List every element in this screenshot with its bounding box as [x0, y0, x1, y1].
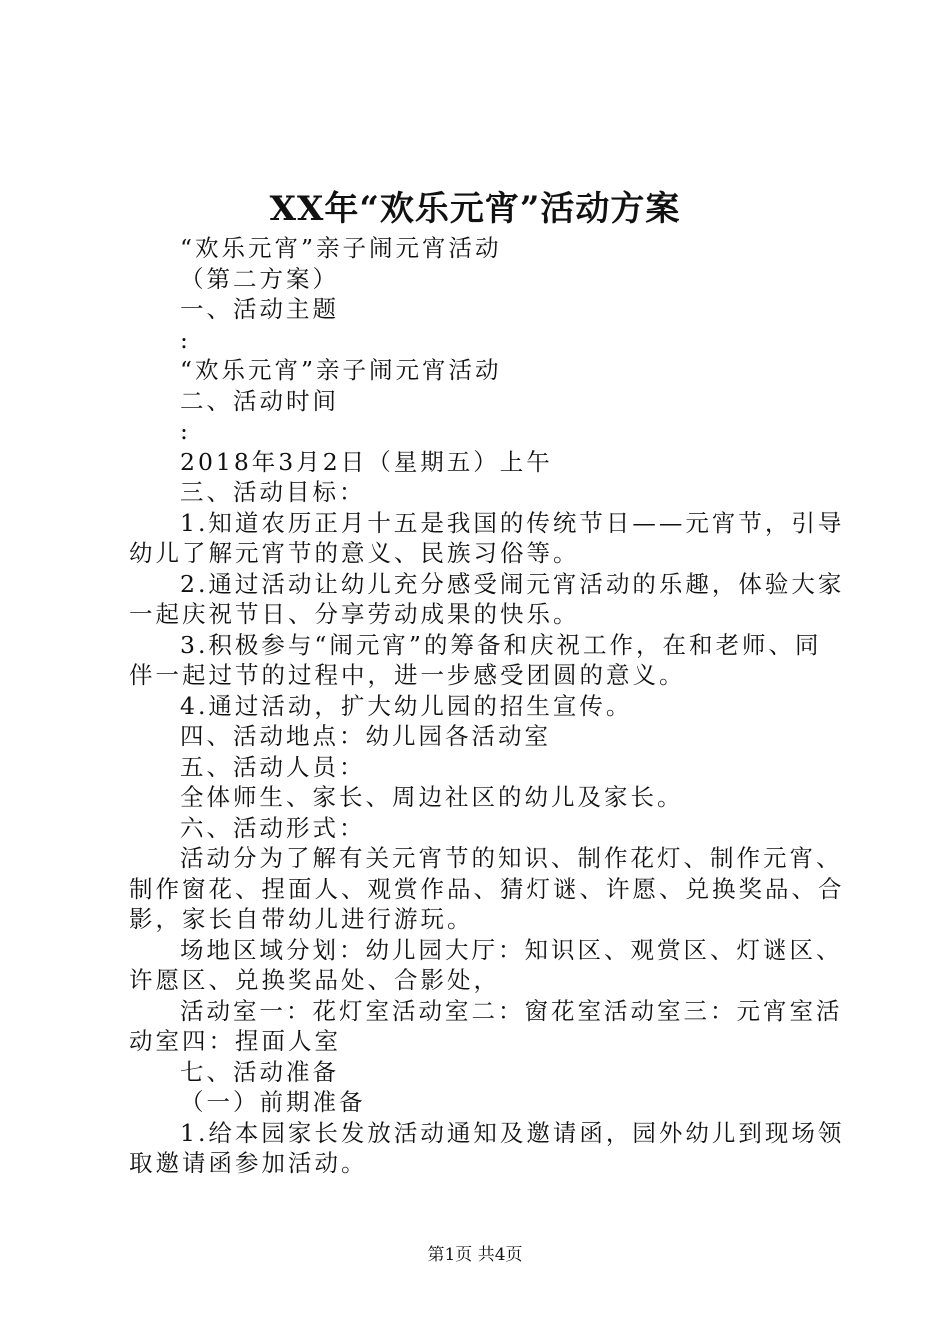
body-line: 幼儿了解元宵节的意义、民族习俗等。: [129, 539, 580, 567]
body-line: 活动室一：花灯室活动室二：窗花室活动室三：元宵室活: [180, 996, 843, 1025]
body-line: 三、活动目标：: [180, 478, 366, 506]
body-line: 二、活动时间: [180, 386, 339, 415]
body-line: 1.知道农历正月十五是我国的传统节日——元宵节，引导: [180, 508, 845, 537]
body-line: 七、活动准备: [180, 1057, 339, 1086]
body-line: （第二方案）: [180, 264, 339, 293]
body-line: 一、活动主题: [180, 295, 339, 323]
body-line: 场地区域分划：幼儿园大厅：知识区、观赏区、灯谜区、: [180, 935, 843, 964]
body-line: 4.通过活动，扩大幼儿园的招生宣传。: [180, 691, 633, 720]
body-line: 1.给本园家长发放活动通知及邀请函，园外幼儿到现场领: [180, 1118, 845, 1147]
body-line: 动室四：捏面人室: [129, 1027, 341, 1055]
body-line: 许愿区、兑换奖品处、合影处，: [129, 966, 500, 994]
body-line: 六、活动形式：: [180, 813, 366, 842]
body-line: “欢乐元宵”亲子闹元宵活动: [180, 356, 502, 384]
body-line: 一起庆祝节日、分享劳动成果的快乐。: [129, 600, 580, 628]
body-line: :: [180, 417, 191, 445]
body-line: 2018年3月2日（星期五）上午: [180, 447, 553, 476]
body-line: 全体师生、家长、周边社区的幼儿及家长。: [180, 783, 684, 811]
body-line: 制作窗花、捏面人、观赏作品、猜灯谜、许愿、兑换奖品、合: [129, 874, 845, 903]
body-line: 3.积极参与“闹元宵”的筹备和庆祝工作，在和老师、同: [180, 630, 822, 659]
body-line: （一）前期准备: [180, 1088, 366, 1116]
document-body: [129, 233, 845, 1179]
page-footer: 第1页 共4页: [427, 1245, 523, 1265]
body-line: 活动分为了解有关元宵节的知识、制作花灯、制作元宵、: [180, 844, 843, 872]
body-line: 2.通过活动让幼儿充分感受闹元宵活动的乐趣，体验大家: [180, 569, 845, 598]
body-line: 四、活动地点：幼儿园各活动室: [180, 722, 551, 750]
body-line: 伴一起过节的过程中，进一步感受团圆的意义。: [129, 661, 686, 689]
document-title: XX年“欢乐元宵”活动方案: [269, 189, 681, 229]
body-line: 五、活动人员：: [180, 752, 366, 781]
body-line: 取邀请函参加活动。: [129, 1149, 368, 1177]
body-line: “欢乐元宵”亲子闹元宵活动: [180, 234, 502, 262]
body-line: :: [180, 325, 191, 354]
body-line: 影，家长自带幼儿进行游玩。: [129, 905, 474, 933]
